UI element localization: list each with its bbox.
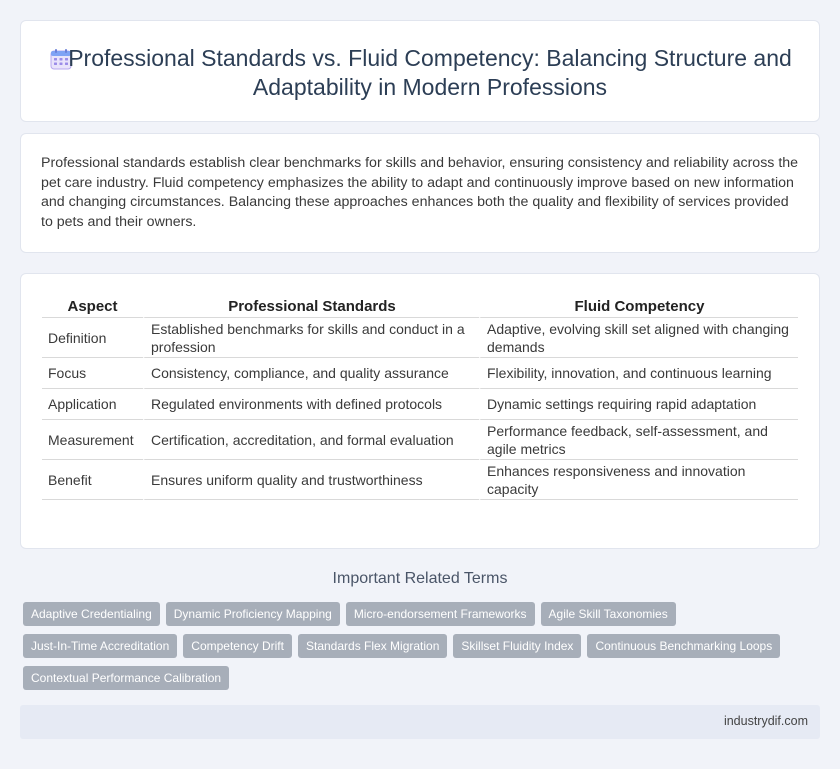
title-card [20, 20, 820, 122]
related-term-tag[interactable]: Agile Skill Taxonomies [541, 602, 676, 626]
related-term-tag[interactable]: Just-In-Time Accreditation [23, 634, 177, 658]
cell-professional-standards: Certification, accreditation, and formal evaluation [143, 420, 479, 460]
column-header-professional-standards: Professional Standards [143, 296, 479, 318]
intro-paragraph: Professional standards establish clear benchmarks for skills and behavior, ensuring consistency and reliability across the pet care industry. Fluid competency emphasizes the ability to adapt and continuously improve based on new information and changing circumstances. Balancing these approaches enhances both the quality and flexibility of services provided to pets and their owners. [41, 155, 799, 230]
table-row [42, 420, 798, 460]
table-row [42, 460, 798, 500]
related-term-tag[interactable]: Continuous Benchmarking Loops [587, 634, 780, 658]
table-row [42, 318, 798, 358]
cell-professional-standards: Regulated environments with defined protocols [143, 389, 479, 420]
table-row [42, 389, 798, 420]
related-term-tag[interactable]: Competency Drift [183, 634, 292, 658]
comparison-table [42, 296, 798, 500]
cell-aspect: Measurement [42, 420, 143, 460]
cell-aspect: Application [42, 389, 143, 420]
comparison-card [20, 273, 820, 549]
related-term-tag[interactable]: Adaptive Credentialing [23, 602, 160, 626]
cell-aspect: Definition [42, 318, 143, 358]
related-term-tag[interactable]: Micro-endorsement Frameworks [346, 602, 535, 626]
footer-bar [20, 705, 820, 739]
table-header-row [42, 296, 798, 318]
cell-fluid-competency: Performance feedback, self-assessment, and agile metrics [479, 420, 798, 460]
cell-professional-standards: Established benchmarks for skills and conduct in a profession [143, 318, 479, 358]
column-header-aspect: Aspect [42, 296, 143, 318]
cell-aspect: Focus [42, 358, 143, 389]
cell-fluid-competency: Adaptive, evolving skill set aligned with changing demands [479, 318, 798, 358]
cell-fluid-competency: Flexibility, innovation, and continuous learning [479, 358, 798, 389]
intro-card [20, 133, 820, 253]
column-header-fluid-competency: Fluid Competency [479, 296, 798, 318]
related-term-tag[interactable]: Contextual Performance Calibration [23, 666, 229, 690]
footer-site-link[interactable]: industrydif.com [723, 714, 808, 728]
cell-professional-standards: Ensures uniform quality and trustworthiness [143, 460, 479, 500]
cell-aspect: Benefit [42, 460, 143, 500]
cell-professional-standards: Consistency, compliance, and quality assurance [143, 358, 479, 389]
page-title: Professional Standards vs. Fluid Competency: Balancing Structure and Adaptability in Modern Professions [68, 45, 792, 100]
related-terms-list [23, 602, 813, 690]
related-term-tag[interactable]: Skillset Fluidity Index [453, 634, 581, 658]
related-term-tag[interactable]: Dynamic Proficiency Mapping [166, 602, 340, 626]
cell-fluid-competency: Dynamic settings requiring rapid adaptation [479, 389, 798, 420]
table-row [42, 358, 798, 389]
related-term-tag[interactable]: Standards Flex Migration [298, 634, 447, 658]
cell-fluid-competency: Enhances responsiveness and innovation capacity [479, 460, 798, 500]
related-terms-heading: Important Related Terms [332, 570, 508, 587]
